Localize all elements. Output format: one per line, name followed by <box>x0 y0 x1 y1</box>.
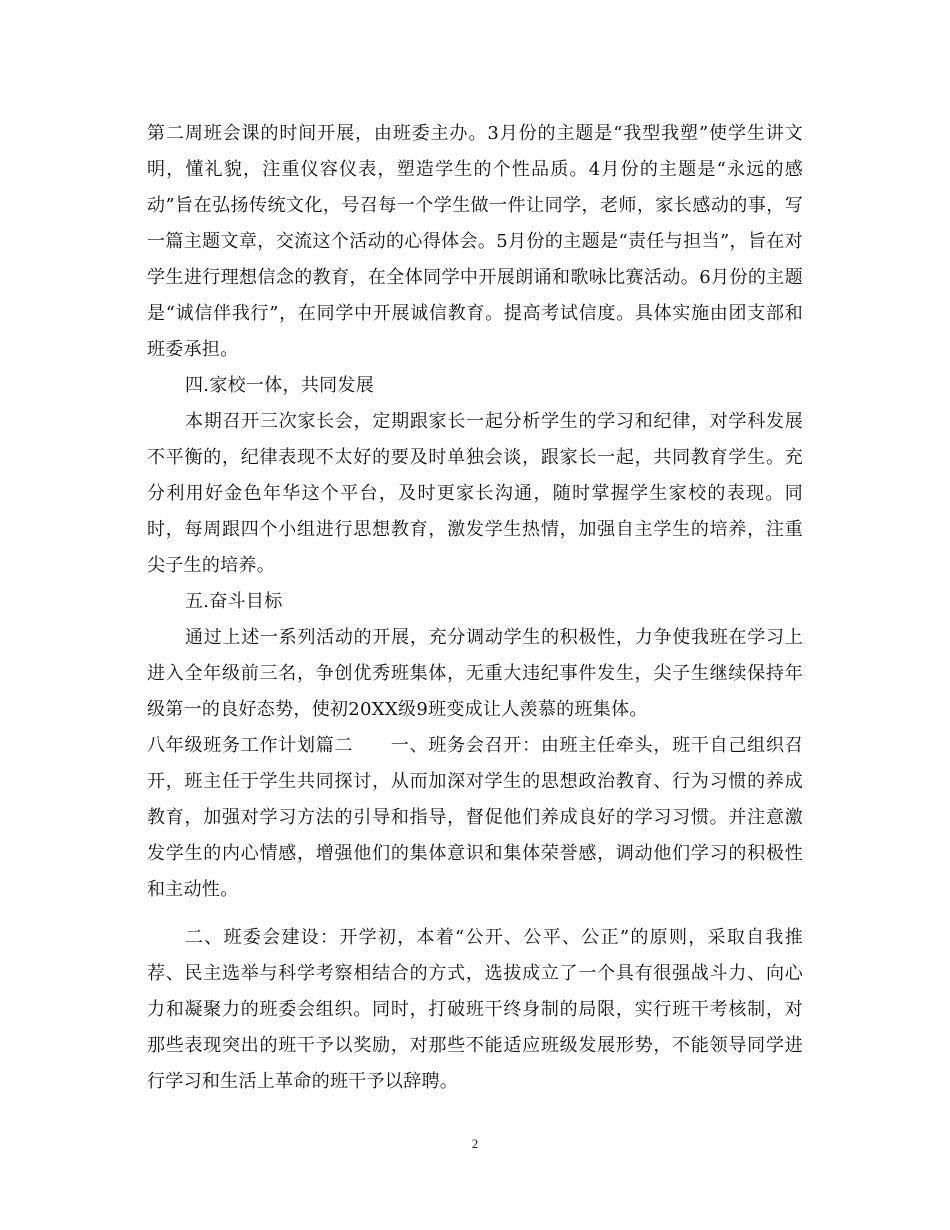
paragraph-parent-meetings: 本期召开三次家长会，定期跟家长一起分析学生的学习和纪律，对学科发展不平衡的，纪律表现不太好的要及时单独会谈，跟家长一起，共同教育学生。充分利用好金色年华这个平台，及时更家长沟通，随时掌握学生家校的表现。同时，每周跟四个小组进行思想教育，激发学生热情，加强自主学生的培养，注重尖子生的培养。 <box>147 411 803 576</box>
paragraph-monthly-themes: 第二周班会课的时间开展，由班委主办。3月份的主题是“我型我塑”使学生讲文明，懂礼貌，注重仪容仪表，塑造学生的个性品质。4月份的主题是“永远的感动”旨在弘扬传统文化，号召每一个学生做一件让同学，老师，家长感动的事，写一篇主题文章，交流这个活动的心得体会。5月份的主题是“责任与担当”，旨在对学生进行理想信念的教育，在全体同学中开展朗诵和歌咏比赛活动。6月份的主题是“诚信伴我行”，在同学中开展诚信教育。提高考试信度。具体实施由团支部和班委承担。 <box>147 123 803 360</box>
paragraph-class-committee: 二、班委会建设：开学初，本着“公开、公平、公正”的原则，采取自我推荐、民主选举与科学考察相结合的方式，选拔成立了一个具有很强战斗力、向心力和凝聚力的班委会组织。同时，打破班干终身制的局限，实行班干考核制，对那些表现突出的班干予以奖励，对那些不能适应班级发展形势，不能领导同学进行学习和生活上革命的班干予以辞聘。 <box>147 927 803 1092</box>
section-heading-goals: 五.奋斗目标 <box>185 591 283 612</box>
paragraph-gap <box>147 908 803 920</box>
page-number: 2 <box>471 1136 479 1151</box>
section-heading-home-school: 四.家校一体，共同发展 <box>185 375 375 396</box>
paragraph-plan-part-two: 八年级班务工作计划篇二 一、班务会召开：由班主任牵头，班干自己组织召开，班主任于学生共同探讨，从而加深对学生的思想政治教育、行为习惯的养成教育，加强对学习方法的引导和指导，督促他们养成良好的学习习惯。并注意激发学生的内心情感，增强他们的集体意识和集体荣誉感，调动他们学习的积极性和主动性。 <box>147 735 803 900</box>
paragraph-goals: 通过上述一系列活动的开展，充分调动学生的积极性，力争使我班在学习上进入全年级前三名，争创优秀班集体，无重大违纪事件发生，尖子生继续保持年级第一的良好态势，使初20XX级9班变成让人羡慕的班集体。 <box>147 627 803 720</box>
document-body <box>147 116 803 1100</box>
